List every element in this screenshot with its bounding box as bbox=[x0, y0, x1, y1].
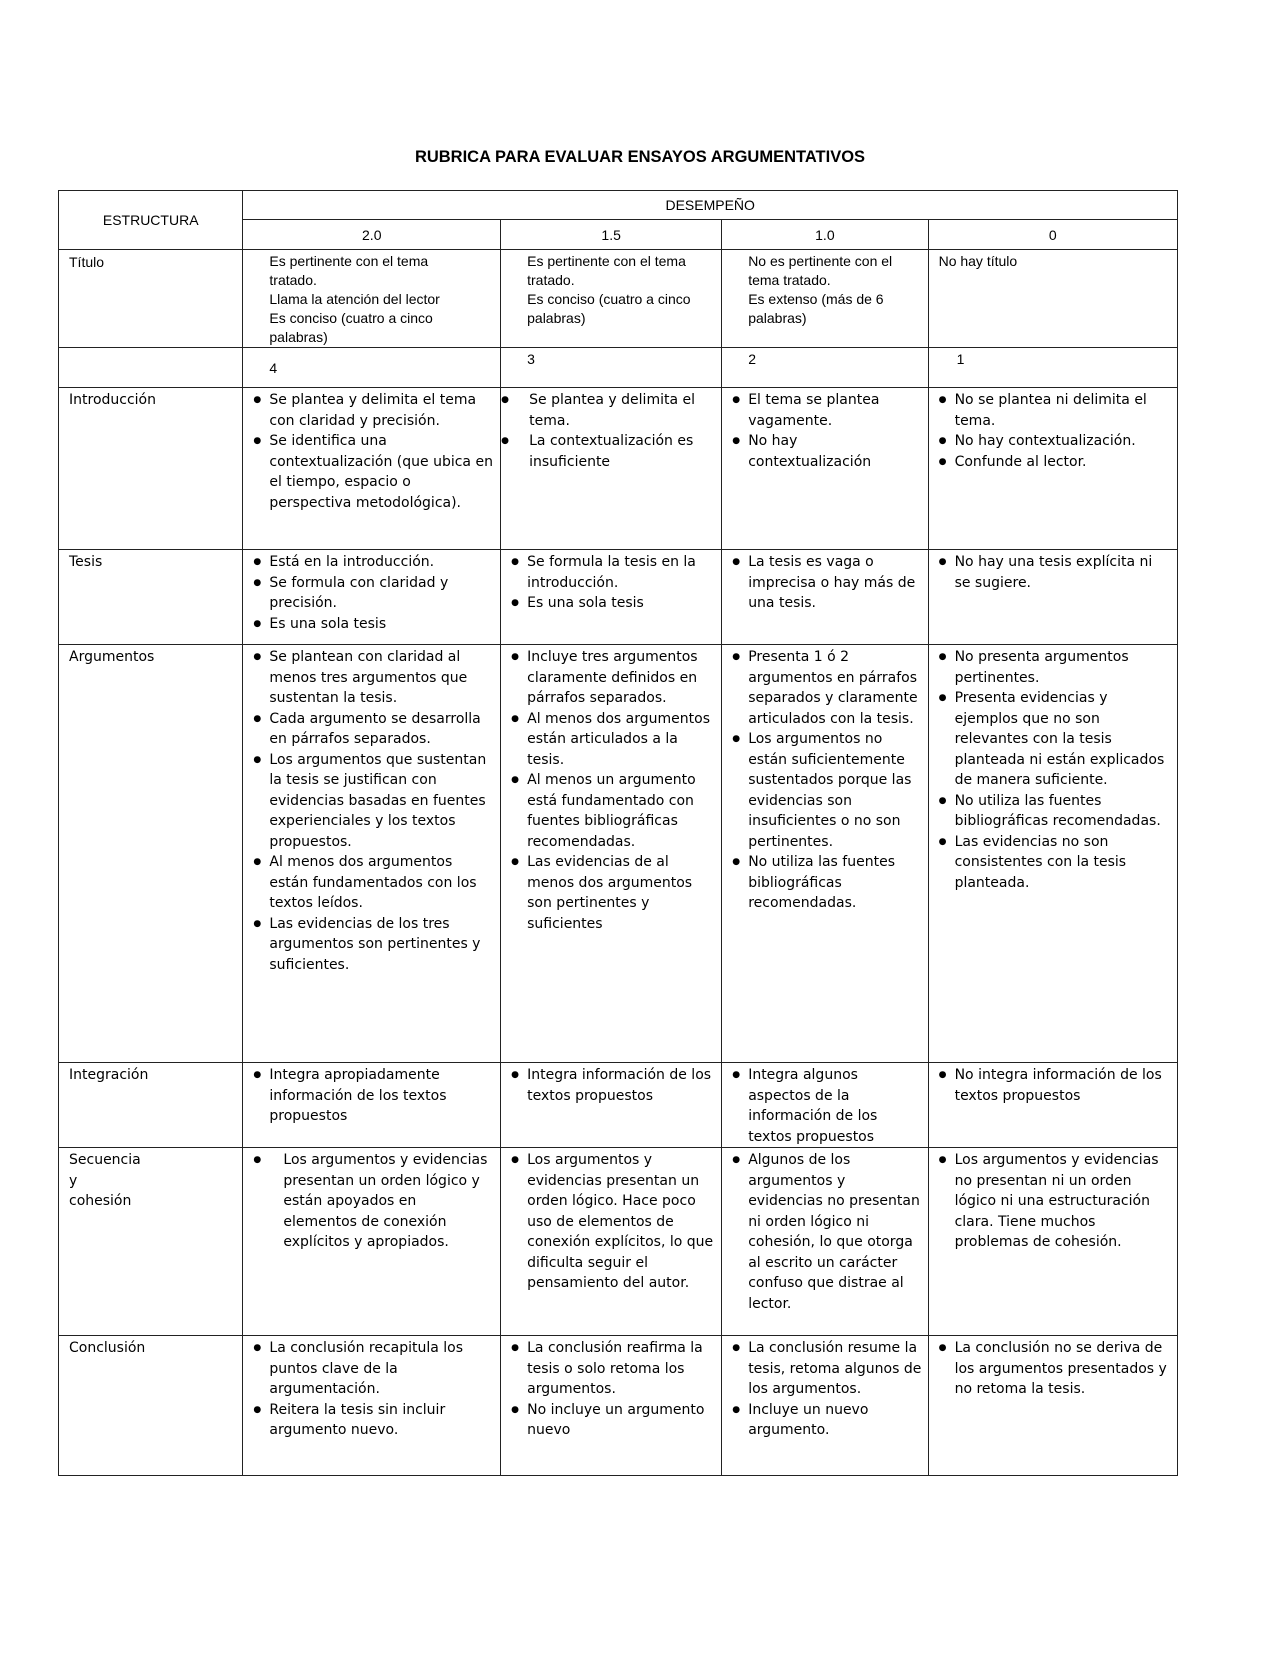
cell-titulo-1-0 bbox=[722, 250, 928, 348]
list-item: ● Los argumentos no están suficientemente sustentados porque las evidencias son insuficientes o no son pertinentes. bbox=[748, 729, 921, 852]
cell-conclusion-1-5 bbox=[501, 1336, 722, 1476]
list-item: ● Al menos dos argumentos están articulados a la tesis. bbox=[527, 709, 715, 771]
row-label-secuencia: Secuencia y cohesión bbox=[59, 1148, 243, 1336]
list-item: ● No hay una tesis explícita ni se sugiere. bbox=[955, 552, 1171, 593]
list-item: ● Al menos dos argumentos están fundamentados con los textos leídos. bbox=[269, 852, 494, 914]
cell-text: No es pertinente con el tema tratado. Es extenso (más de 6 palabras) bbox=[748, 253, 893, 326]
list-item: ● No incluye un argumento nuevo bbox=[527, 1400, 715, 1441]
points-value: 2 bbox=[748, 351, 756, 367]
cell-tesis-0 bbox=[928, 550, 1177, 645]
points-0 bbox=[928, 348, 1177, 388]
list-item: ● No hay contextualización bbox=[748, 431, 921, 472]
list-item: ● Las evidencias de al menos dos argumentos son pertinentes y suficientes bbox=[527, 852, 715, 934]
list-item: ● La contextualización es insuficiente bbox=[529, 431, 715, 472]
list-item: ● Es una sola tesis bbox=[527, 593, 715, 614]
list-item: ● Se plantea y delimita el tema con claridad y precisión. bbox=[269, 390, 494, 431]
list-item: ● Integra información de los textos propuestos bbox=[527, 1065, 715, 1106]
header-level-1-5: 1.5 bbox=[501, 220, 722, 250]
cell-integracion-2-0 bbox=[243, 1063, 501, 1148]
header-level-1-0: 1.0 bbox=[722, 220, 928, 250]
cell-tesis-2-0 bbox=[243, 550, 501, 645]
list-item: ● Está en la introducción. bbox=[269, 552, 494, 573]
cell-integracion-0 bbox=[928, 1063, 1177, 1148]
header-estructura: ESTRUCTURA bbox=[59, 191, 243, 250]
cell-introduccion-1-0 bbox=[722, 388, 928, 550]
points-1-0 bbox=[722, 348, 928, 388]
list-item: ● Las evidencias no son consistentes con la tesis planteada. bbox=[955, 832, 1171, 894]
list-item: ● Integra apropiadamente información de los textos propuestos bbox=[269, 1065, 494, 1127]
cell-text: No hay título bbox=[938, 253, 1018, 269]
header-level-2-0: 2.0 bbox=[243, 220, 501, 250]
cell-argumentos-1-0 bbox=[722, 645, 928, 1063]
list-item: ● Las evidencias de los tres argumentos son pertinentes y suficientes. bbox=[269, 914, 494, 976]
list-item: ● Presenta evidencias y ejemplos que no son relevantes con la tesis planteada ni están explicados de manera suficiente. bbox=[955, 688, 1171, 791]
cell-introduccion-2-0 bbox=[243, 388, 501, 550]
list-item: ● Incluye un nuevo argumento. bbox=[748, 1400, 921, 1441]
row-label-integracion: Integración bbox=[59, 1063, 243, 1148]
list-item: ● Los argumentos y evidencias presentan un orden lógico y están apoyados en elementos de conexión explícitos y apropiados. bbox=[283, 1150, 494, 1253]
list-item: ● Se formula con claridad y precisión. bbox=[269, 573, 494, 614]
cell-secuencia-0 bbox=[928, 1148, 1177, 1336]
cell-argumentos-0 bbox=[928, 645, 1177, 1063]
list-item: ● Se plantean con claridad al menos tres argumentos que sustentan la tesis. bbox=[269, 647, 494, 709]
points-1-5 bbox=[501, 348, 722, 388]
list-item: ● No hay contextualización. bbox=[955, 431, 1171, 452]
cell-tesis-1-5 bbox=[501, 550, 722, 645]
list-item: ● El tema se plantea vagamente. bbox=[748, 390, 921, 431]
list-item: ● Confunde al lector. bbox=[955, 452, 1171, 473]
list-item: ● La conclusión no se deriva de los argumentos presentados y no retoma la tesis. bbox=[955, 1338, 1171, 1400]
list-item: ● Se plantea y delimita el tema. bbox=[529, 390, 715, 431]
points-value: 3 bbox=[527, 351, 535, 367]
list-item: ● La conclusión recapitula los puntos clave de la argumentación. bbox=[269, 1338, 494, 1400]
list-item: ● Algunos de los argumentos y evidencias no presentan ni orden lógico ni cohesión, lo que otorga al escrito un carácter confuso que distrae al lector. bbox=[748, 1150, 921, 1314]
row-label-conclusion: Conclusión bbox=[59, 1336, 243, 1476]
header-level-0: 0 bbox=[928, 220, 1177, 250]
list-item: ● Los argumentos y evidencias no presentan ni un orden lógico ni una estructuración clara. Tiene muchos problemas de cohesión. bbox=[955, 1150, 1171, 1253]
cell-introduccion-1-5 bbox=[501, 388, 722, 550]
row-label-argumentos: Argumentos bbox=[59, 645, 243, 1063]
cell-integracion-1-5 bbox=[501, 1063, 722, 1148]
cell-conclusion-1-0 bbox=[722, 1336, 928, 1476]
list-item: ● Reitera la tesis sin incluir argumento nuevo. bbox=[269, 1400, 494, 1441]
row-tesis bbox=[59, 550, 1178, 645]
row-conclusion bbox=[59, 1336, 1178, 1476]
cell-text: Es pertinente con el tema tratado. Llama la atención del lector Es conciso (cuatro a cinco palabras) bbox=[269, 253, 440, 345]
row-titulo bbox=[59, 250, 1178, 348]
cell-introduccion-0 bbox=[928, 388, 1177, 550]
list-item: ● Presenta 1 ó 2 argumentos en párrafos separados y claramente articulados con la tesis. bbox=[748, 647, 921, 729]
list-item: ● La conclusión resume la tesis, retoma algunos de los argumentos. bbox=[748, 1338, 921, 1400]
header-desempeno: DESEMPEÑO bbox=[243, 191, 1178, 220]
list-item: ● No se plantea ni delimita el tema. bbox=[955, 390, 1171, 431]
cell-text: Es pertinente con el tema tratado. Es conciso (cuatro a cinco palabras) bbox=[527, 253, 691, 326]
list-item: ● La conclusión reafirma la tesis o solo retoma los argumentos. bbox=[527, 1338, 715, 1400]
points-2-0 bbox=[243, 348, 501, 388]
list-item: ● Se identifica una contextualización (que ubica en el tiempo, espacio o perspectiva metodológica). bbox=[269, 431, 494, 513]
cell-argumentos-2-0 bbox=[243, 645, 501, 1063]
row-label-empty bbox=[59, 348, 243, 388]
list-item: ● No integra información de los textos propuestos bbox=[955, 1065, 1171, 1106]
cell-titulo-0 bbox=[928, 250, 1177, 348]
row-argumentos bbox=[59, 645, 1178, 1063]
cell-argumentos-1-5 bbox=[501, 645, 722, 1063]
row-label-titulo: Título bbox=[59, 250, 243, 348]
list-item: ● Cada argumento se desarrolla en párrafos separados. bbox=[269, 709, 494, 750]
list-item: ● Al menos un argumento está fundamentado con fuentes bibliográficas recomendadas. bbox=[527, 770, 715, 852]
cell-titulo-1-5 bbox=[501, 250, 722, 348]
row-puntos bbox=[59, 348, 1178, 388]
list-item: ● Se formula la tesis en la introducción. bbox=[527, 552, 715, 593]
cell-titulo-2-0 bbox=[243, 250, 501, 348]
points-value: 1 bbox=[956, 351, 965, 367]
cell-secuencia-2-0 bbox=[243, 1148, 501, 1336]
cell-tesis-1-0 bbox=[722, 550, 928, 645]
list-item: ● Los argumentos que sustentan la tesis se justifican con evidencias basadas en fuentes experienciales y los textos propuestos. bbox=[269, 750, 494, 853]
row-integracion bbox=[59, 1063, 1178, 1148]
list-item: ● No presenta argumentos pertinentes. bbox=[955, 647, 1171, 688]
row-introduccion bbox=[59, 388, 1178, 550]
row-label-introduccion: Introducción bbox=[59, 388, 243, 550]
list-item: ● Integra algunos aspectos de la información de los textos propuestos bbox=[748, 1065, 921, 1147]
row-secuencia bbox=[59, 1148, 1178, 1336]
document-title: RUBRICA PARA EVALUAR ENSAYOS ARGUMENTATIVOS bbox=[414, 148, 866, 166]
cell-conclusion-2-0 bbox=[243, 1336, 501, 1476]
list-item: ● No utiliza las fuentes bibliográficas recomendadas. bbox=[748, 852, 921, 914]
list-item: ● Los argumentos y evidencias presentan un orden lógico. Hace poco uso de elementos de conexión explícitos, lo que dificulta seguir el pensamiento del autor. bbox=[527, 1150, 715, 1294]
cell-conclusion-0 bbox=[928, 1336, 1177, 1476]
points-value: 4 bbox=[269, 360, 278, 376]
list-item: ● Es una sola tesis bbox=[269, 614, 494, 635]
cell-secuencia-1-5 bbox=[501, 1148, 722, 1336]
list-item: ● La tesis es vaga o imprecisa o hay más de una tesis. bbox=[748, 552, 921, 614]
rubric-table bbox=[58, 190, 1178, 1476]
cell-integracion-1-0 bbox=[722, 1063, 928, 1148]
list-item: ● No utiliza las fuentes bibliográficas recomendadas. bbox=[955, 791, 1171, 832]
row-label-tesis: Tesis bbox=[59, 550, 243, 645]
list-item: ● Incluye tres argumentos claramente definidos en párrafos separados. bbox=[527, 647, 715, 709]
cell-secuencia-1-0 bbox=[722, 1148, 928, 1336]
